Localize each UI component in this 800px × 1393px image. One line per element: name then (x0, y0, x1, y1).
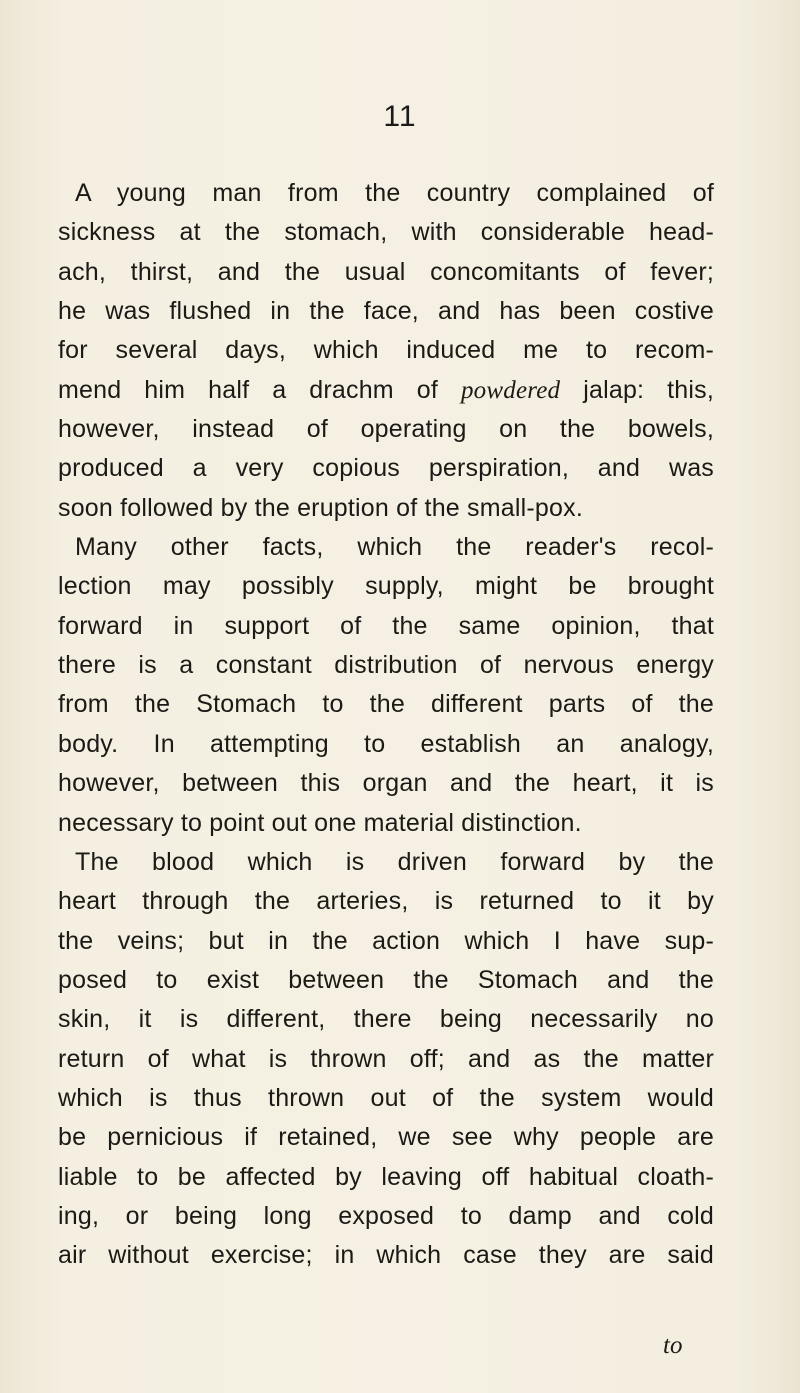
text-line: return of what is thrown off; and as the matter (58, 1044, 714, 1073)
text-line: however, instead of operating on the bowels, (58, 415, 714, 444)
text-line: sickness at the stomach, with considerable head- (58, 218, 714, 247)
text-line: body. In attempting to establish an analogy, (58, 729, 714, 758)
text-line: A young man from the country complained of (75, 179, 714, 207)
text-line: The blood which is driven forward by the (75, 847, 714, 876)
text-line: for several days, which induced me to recom- (58, 336, 714, 365)
text-line: forward in support of the same opinion, that (58, 611, 714, 640)
text-line: from the Stomach to the different parts of the (58, 690, 714, 719)
text-line: ach, thirst, and the usual concomitants of fever; (58, 257, 714, 286)
text-line: posed to exist between the Stomach and the (58, 965, 714, 994)
text-segment: jalap: this, (560, 375, 714, 404)
body-text (58, 174, 714, 1276)
text-segment: mend him half a drachm of (58, 375, 461, 404)
page-number: 11 (383, 100, 417, 133)
text-line: Many other facts, which the reader's recol- (75, 533, 714, 562)
text-line (58, 371, 714, 410)
text-line: heart through the arteries, is returned to it by (58, 887, 714, 916)
text-line: produced a very copious perspiration, and was (58, 454, 714, 483)
text-line: ing, or being long exposed to damp and cold (58, 1201, 714, 1230)
text-line: soon followed by the eruption of the small-pox. (58, 493, 583, 522)
text-line: he was flushed in the face, and has been costive (58, 297, 714, 326)
italic-word: powdered (460, 376, 561, 404)
text-line: liable to be affected by leaving off habitual cloath- (58, 1162, 714, 1191)
text-line: air without exercise; in which case they are said (58, 1241, 714, 1270)
text-line: there is a constant distribution of nervous energy (58, 651, 714, 680)
text-line: which is thus thrown out of the system would (58, 1083, 714, 1112)
text-line: however, between this organ and the heart, it is (58, 769, 714, 798)
text-line: necessary to point out one material distinction. (58, 808, 582, 837)
text-line: be pernicious if retained, we see why people are (58, 1123, 714, 1152)
text-line: lection may possibly supply, might be brought (58, 572, 714, 601)
text-line: skin, it is different, there being necessarily no (58, 1005, 714, 1034)
catchword: to (663, 1332, 683, 1359)
text-line: the veins; but in the action which I have sup- (58, 926, 714, 955)
